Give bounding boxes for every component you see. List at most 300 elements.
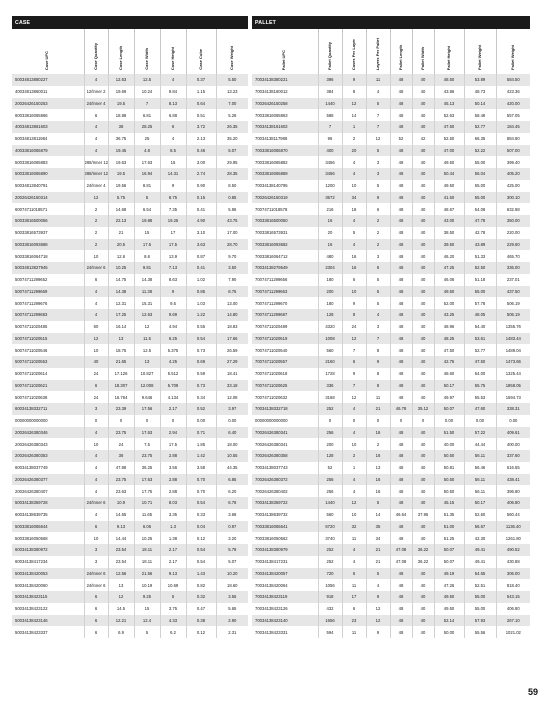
pallet-cell: 1656 [318, 615, 342, 627]
pallet-cell: 70026426380372 [252, 474, 318, 486]
pallet-cell: 70034138359722 [252, 497, 318, 509]
case-cell: 43.75 [216, 215, 248, 227]
case-cell: 10 [84, 344, 108, 356]
case-cell: 8.75 [160, 192, 186, 204]
pallet-cell: 5 [366, 274, 390, 286]
pallet-cell: 47.60 [464, 403, 496, 415]
pallet-cell: 180 [318, 274, 342, 286]
case-cell: 4 [84, 462, 108, 474]
case-cell: 3.35 [160, 509, 186, 521]
pallet-cell: 594 [318, 626, 342, 638]
section-divider [249, 16, 251, 684]
pallet-cell: 12 [342, 98, 366, 110]
case-table-row [12, 579, 248, 591]
pallet-table-row [252, 145, 530, 157]
pallet-cell: 52.50 [434, 133, 464, 145]
case-cell: 24 [84, 368, 108, 380]
case-cell: 36.75 [108, 133, 134, 145]
case-cell: 2.13 [186, 133, 216, 145]
pallet-cell: 17 [342, 591, 366, 603]
pallet-cell: 48.96 [434, 321, 464, 333]
case-cell: 28.25 [134, 121, 160, 133]
pallet-cell: 9 [366, 192, 390, 204]
case-cell: 14.31 [160, 168, 186, 180]
pallet-cell: 53.89 [464, 74, 496, 86]
case-table-row [12, 168, 248, 180]
case-cell: 33.18 [216, 380, 248, 392]
case-cell: 9 [160, 286, 186, 298]
pallet-cell: 70033816065889 [252, 168, 318, 180]
case-cell: 15 [160, 156, 186, 168]
pallet-cell: 55.00 [464, 286, 496, 298]
pallet-cell: 1008 [318, 333, 342, 345]
case-cell: 15 [134, 603, 160, 615]
pallet-cell: 48.25 [434, 333, 464, 345]
case-cell: 4 [84, 509, 108, 521]
pallet-cell: 70074711020489 [252, 321, 318, 333]
pallet-table-row [252, 626, 530, 638]
case-cell: 10 [84, 250, 108, 262]
pallet-cell: 48 [390, 109, 412, 121]
pallet-cell: 54.40 [464, 321, 496, 333]
pallet-cell: 3456 [318, 168, 342, 180]
case-cell: 18.83 [216, 321, 248, 333]
case-cell: 20026426380407 [12, 485, 84, 497]
pallet-cell: 40 [412, 532, 434, 544]
pallet-cell: 1261.80 [496, 532, 530, 544]
pallet-cell: 70034138380979 [252, 544, 318, 556]
pallet-cell: 1136.40 [496, 521, 530, 533]
pallet-cell: 44.44 [464, 438, 496, 450]
case-cell: 50034138423122 [12, 603, 84, 615]
case-cell: 0.59 [186, 368, 216, 380]
pallet-cell: 55.75 [464, 380, 496, 392]
pallet-cell: 2 [366, 239, 390, 251]
pallet-cell: 40 [412, 121, 434, 133]
case-cell: 20026426380343 [12, 438, 84, 450]
pallet-table [252, 16, 530, 638]
pallet-cell: 55.56 [464, 626, 496, 638]
pallet-cell: 70026426150319 [252, 192, 318, 204]
case-cell: 50033816500056 [12, 215, 84, 227]
case-cell: 3 [84, 556, 108, 568]
pallet-cell: 48 [390, 485, 412, 497]
case-cell: 17.63 [134, 427, 160, 439]
case-cell: 0.90 [186, 180, 216, 192]
pallet-cell: 34 [342, 192, 366, 204]
pallet-cell: 40.00 [434, 438, 464, 450]
case-cell: 3.72 [186, 121, 216, 133]
pallet-cell: 23 [342, 615, 366, 627]
case-cell: 6 [84, 626, 108, 638]
case-cell: 13 [108, 333, 134, 345]
case-cell: 14.68 [108, 203, 134, 215]
pallet-cell: 632.88 [496, 203, 530, 215]
pallet-table-row [252, 438, 530, 450]
case-cell: 288/Inner 12 [84, 156, 108, 168]
case-table-row [12, 380, 248, 392]
case-cell: 12.63 [134, 309, 160, 321]
case-cell: 2.31 [216, 626, 248, 638]
case-cell: 17.5 [160, 239, 186, 251]
case-cell: 8.81 [134, 180, 160, 192]
pallet-table-row [252, 415, 530, 427]
case-cell: 14.38 [108, 286, 134, 298]
case-cell: 4.90 [186, 215, 216, 227]
case-cell: 40034813861603 [12, 121, 84, 133]
pallet-cell: 5 [366, 497, 390, 509]
case-cell: 40033816065879 [12, 145, 84, 157]
case-cell: 3 [84, 403, 108, 415]
pallet-cell: 256 [318, 485, 342, 497]
pallet-cell: 507.00 [496, 145, 530, 157]
case-cell: 4 [84, 121, 108, 133]
pallet-cell: 4 [342, 427, 366, 439]
pallet-cell: 45.13 [434, 98, 464, 110]
case-table-row [12, 356, 248, 368]
pallet-cell: 10 [342, 180, 366, 192]
pallet-cell: 20 [318, 227, 342, 239]
case-cell: 6.81 [134, 109, 160, 121]
pallet-cell: 70074711018578 [252, 203, 318, 215]
pallet-cell: 48 [390, 250, 412, 262]
pallet-cell: 40 [412, 344, 434, 356]
pallet-table-row [252, 180, 530, 192]
case-cell: 19.56 [108, 180, 134, 192]
pallet-cell: 818.40 [496, 579, 530, 591]
pallet-cell: 48 [390, 356, 412, 368]
pallet-cell: 48 [390, 321, 412, 333]
pallet-table-row [252, 168, 530, 180]
pallet-cell: 40 [412, 626, 434, 638]
case-cell: 4 [160, 133, 186, 145]
case-cell: 50034138420053 [12, 568, 84, 580]
pallet-cell: 52.77 [464, 121, 496, 133]
case-cell: 3.63 [186, 239, 216, 251]
pallet-cell: 4 [342, 544, 366, 556]
case-cell: 9.70 [216, 250, 248, 262]
case-cell: 17.00 [216, 227, 248, 239]
pallet-cell: 51.50 [434, 427, 464, 439]
case-cell: 17.63 [134, 156, 160, 168]
case-cell: 50074711020553 [12, 356, 84, 368]
pallet-cell: 54.08 [464, 203, 496, 215]
case-cell: 2.17 [160, 403, 186, 415]
case-cell: 17 [160, 227, 186, 239]
pallet-cell: 6 [342, 356, 366, 368]
case-cell: 6.88 [160, 109, 186, 121]
pallet-cell: 220.00 [496, 227, 530, 239]
pallet-cell: 58.48 [464, 109, 496, 121]
pallet-cell: 11 [366, 391, 390, 403]
pallet-cell: 128 [318, 309, 342, 321]
pallet-table-row [252, 133, 530, 145]
pallet-column-header: Cases Per Layer [342, 29, 366, 74]
case-cell: 20026426380346 [12, 427, 84, 439]
case-cell: 10.9 [108, 497, 134, 509]
pallet-cell: 200 [318, 286, 342, 298]
pallet-cell: 720 [318, 568, 342, 580]
case-cell: 2.88 [160, 485, 186, 497]
case-cell: 12 [84, 192, 108, 204]
case-cell: 8.75 [216, 286, 248, 298]
pallet-cell: 51.35 [434, 509, 464, 521]
pallet-cell: 9 [366, 591, 390, 603]
pallet-cell: 50.17 [464, 497, 496, 509]
case-cell: 6 [160, 121, 186, 133]
pallet-cell: 4 [342, 215, 366, 227]
pallet-cell: 50.07 [434, 403, 464, 415]
pallet-cell: 406.80 [496, 497, 530, 509]
case-cell: 18.11 [134, 556, 160, 568]
case-cell: 0.70 [186, 474, 216, 486]
pallet-cell: 406.80 [496, 603, 530, 615]
pallet-cell: 70034138420057 [252, 568, 318, 580]
case-cell: 20026426380353 [12, 450, 84, 462]
case-cell: 5.07 [216, 556, 248, 568]
pallet-cell: 9 [342, 297, 366, 309]
case-cell: 38 [108, 121, 134, 133]
pallet-cell: 50.17 [434, 380, 464, 392]
pallet-cell: 48 [390, 532, 412, 544]
case-cell: 50033816050568 [12, 532, 84, 544]
pallet-cell: 70034138423119 [252, 591, 318, 603]
pallet-cell: 1021.02 [496, 626, 530, 638]
pallet-cell: 9 [366, 626, 390, 638]
case-cell: 47.88 [108, 462, 134, 474]
case-cell: 6 [84, 615, 108, 627]
case-cell: 50034813827945 [12, 262, 84, 274]
pallet-cell: 70034138639732 [252, 509, 318, 521]
case-cell: 9.13 [108, 521, 134, 533]
case-cell: 0.70 [186, 485, 216, 497]
case-cell: 60034138417234 [12, 556, 84, 568]
pallet-cell: 40 [412, 462, 434, 474]
pallet-cell: 884.80 [496, 133, 530, 145]
case-cell: 17.5 [160, 438, 186, 450]
case-cell: 0.73 [186, 344, 216, 356]
case-cell: 50033816093688 [12, 239, 84, 251]
pallet-table-row [252, 297, 530, 309]
pallet-cell: 4 [342, 474, 366, 486]
case-cell: 24 [108, 438, 134, 450]
pallet-cell: 1594.73 [496, 391, 530, 403]
case-cell: 0.04 [186, 521, 216, 533]
case-cell: 288/Inner 12 [84, 168, 108, 180]
case-table-row [12, 462, 248, 474]
pallet-cell: 5 [366, 180, 390, 192]
pallet-cell: 48 [390, 98, 412, 110]
case-cell: 24/Inner 4 [84, 98, 108, 110]
case-cell: 6 [84, 591, 108, 603]
case-cell: 1.22 [186, 309, 216, 321]
pallet-cell: 42.78 [464, 227, 496, 239]
case-cell: 4 [84, 450, 108, 462]
pallet-cell: 57.93 [464, 615, 496, 627]
pallet-cell: 18 [342, 203, 366, 215]
pallet-cell: 490.52 [496, 544, 530, 556]
case-cell: 23.75 [134, 450, 160, 462]
pallet-cell: 256 [318, 474, 342, 486]
pallet-cell: 1728 [318, 368, 342, 380]
pallet-cell: 8 [366, 344, 390, 356]
case-column-header: Case Cube [186, 29, 216, 74]
case-cell: 9.646 [134, 391, 160, 403]
case-table-row [12, 74, 248, 86]
case-table-row [12, 86, 248, 98]
case-cell: 9.25 [134, 591, 160, 603]
case-table-row [12, 497, 248, 509]
case-cell: 12/Inner 2 [84, 86, 108, 98]
pallet-cell: 918 [318, 591, 342, 603]
case-cell: 17.56 [134, 403, 160, 415]
case-cell: 4 [84, 133, 108, 145]
pallet-cell: 70033816093682 [252, 239, 318, 251]
case-cell: 0.82 [186, 579, 216, 591]
case-cell: 4 [84, 309, 108, 321]
pallet-cell: 70034138037743 [252, 462, 318, 474]
case-cell: 1.15 [186, 86, 216, 98]
pallet-cell: 48 [390, 86, 412, 98]
case-table-row [12, 603, 248, 615]
case-cell: 0.52 [186, 403, 216, 415]
pallet-cell: 11 [366, 74, 390, 86]
case-table-row [12, 274, 248, 286]
pallet-cell: 2 [366, 227, 390, 239]
pallet-cell: 5 [366, 286, 390, 298]
pallet-cell: 409.61 [496, 427, 530, 439]
pallet-cell: 48 [390, 427, 412, 439]
case-cell: 50074711020614 [12, 368, 84, 380]
pallet-cell: 1473.66 [496, 356, 530, 368]
case-cell: 18.41 [216, 368, 248, 380]
pallet-table-row [252, 544, 530, 556]
pallet-cell: 36.22 [412, 556, 434, 568]
pallet-cell: 16 [318, 215, 342, 227]
pallet-cell: 0.00 [434, 415, 464, 427]
case-cell: 0.54 [186, 556, 216, 568]
case-cell: 18.11 [134, 544, 160, 556]
pallet-cell: 48 [390, 474, 412, 486]
case-cell: 4.33 [160, 615, 186, 627]
pallet-table-row [252, 380, 530, 392]
case-cell: 50033816064718 [12, 250, 84, 262]
pallet-cell: 51.18 [464, 274, 496, 286]
case-cell: 60034138380972 [12, 544, 84, 556]
case-cell: 2.88 [160, 474, 186, 486]
pallet-cell: 40 [412, 250, 434, 262]
case-cell: 3.00 [186, 156, 216, 168]
pallet-cell: 55.00 [464, 180, 496, 192]
pallet-cell: 40 [412, 262, 434, 274]
pallet-cell: 70074711020540 [252, 344, 318, 356]
case-cell: 18.88 [108, 109, 134, 121]
pallet-cell: 21 [366, 556, 390, 568]
case-cell: 50034813840791 [12, 180, 84, 192]
pallet-cell: 5 [366, 145, 390, 157]
case-cell: 8.6 [134, 250, 160, 262]
pallet-cell: 6 [366, 203, 390, 215]
pallet-cell: 48 [390, 380, 412, 392]
pallet-cell: 52.51 [464, 579, 496, 591]
pallet-column-header: Pallet UPC [281, 49, 287, 70]
pallet-table-row [252, 192, 530, 204]
pallet-cell: 47.08 [390, 544, 412, 556]
case-table-row [12, 156, 248, 168]
pallet-table-row [252, 262, 530, 274]
case-table-row [12, 239, 248, 251]
case-cell: 3.20 [216, 532, 248, 544]
case-cell: 2.94 [160, 427, 186, 439]
pallet-section-header: PALLET [252, 16, 530, 29]
pallet-column-header: Pallet Weight [464, 29, 496, 74]
pallet-table-row [252, 497, 530, 509]
pallet-cell: 4 [342, 403, 366, 415]
case-cell: 50034138423146 [12, 615, 84, 627]
case-cell: 7.13 [160, 262, 186, 274]
pallet-cell: 1489.04 [496, 344, 530, 356]
case-cell: 3 [84, 544, 108, 556]
case-cell: 0.37 [186, 74, 216, 86]
pallet-cell: 54.65 [464, 568, 496, 580]
pallet-cell: 53.61 [464, 333, 496, 345]
pallet-cell: 56.11 [464, 474, 496, 486]
pallet-cell: 56.11 [464, 450, 496, 462]
case-cell: 26.35 [216, 121, 248, 133]
pallet-table-row [252, 344, 530, 356]
case-cell: 0.71 [186, 427, 216, 439]
pallet-cell: 1355.76 [496, 321, 530, 333]
case-cell: 0.00 [186, 415, 216, 427]
pallet-cell: 4 [366, 309, 390, 321]
case-cell: 12 [84, 333, 108, 345]
case-cell: 14.80 [216, 309, 248, 321]
pallet-cell: 4 [342, 239, 366, 251]
case-cell: 12.63 [108, 74, 134, 86]
pallet-cell: 7 [342, 344, 366, 356]
pallet-cell: 48 [390, 74, 412, 86]
pallet-cell: 252 [318, 544, 342, 556]
pallet-cell: 48 [390, 203, 412, 215]
case-cell: 13.23 [216, 86, 248, 98]
pallet-cell: 0 [318, 415, 342, 427]
case-cell: 0.73 [186, 380, 216, 392]
pallet-cell: 216 [318, 203, 342, 215]
case-cell: 13.00 [216, 297, 248, 309]
pallet-cell: 8 [366, 380, 390, 392]
case-cell: 24/Inner 6 [84, 579, 108, 591]
case-cell: 5.512 [160, 368, 186, 380]
pallet-cell: 12 [342, 391, 366, 403]
pallet-cell: 70034138160012 [252, 86, 318, 98]
pallet-cell: 37.95 [412, 509, 434, 521]
case-table-row [12, 192, 248, 204]
case-cell: 6.9 [108, 626, 134, 638]
case-column-header: Case Height [160, 29, 186, 74]
case-cell: 10.20 [216, 568, 248, 580]
pallet-cell: 399.40 [496, 156, 530, 168]
pallet-cell: 0 [366, 415, 390, 427]
pallet-table-row [252, 615, 530, 627]
pallet-cell: 40 [412, 427, 434, 439]
pallet-cell: 52.63 [434, 109, 464, 121]
pallet-cell: 55.00 [464, 591, 496, 603]
case-cell: 0.54 [186, 544, 216, 556]
case-cell: 7 [134, 98, 160, 110]
case-table-row [12, 286, 248, 298]
pallet-cell: 40 [412, 286, 434, 298]
case-cell: 2 [84, 215, 108, 227]
